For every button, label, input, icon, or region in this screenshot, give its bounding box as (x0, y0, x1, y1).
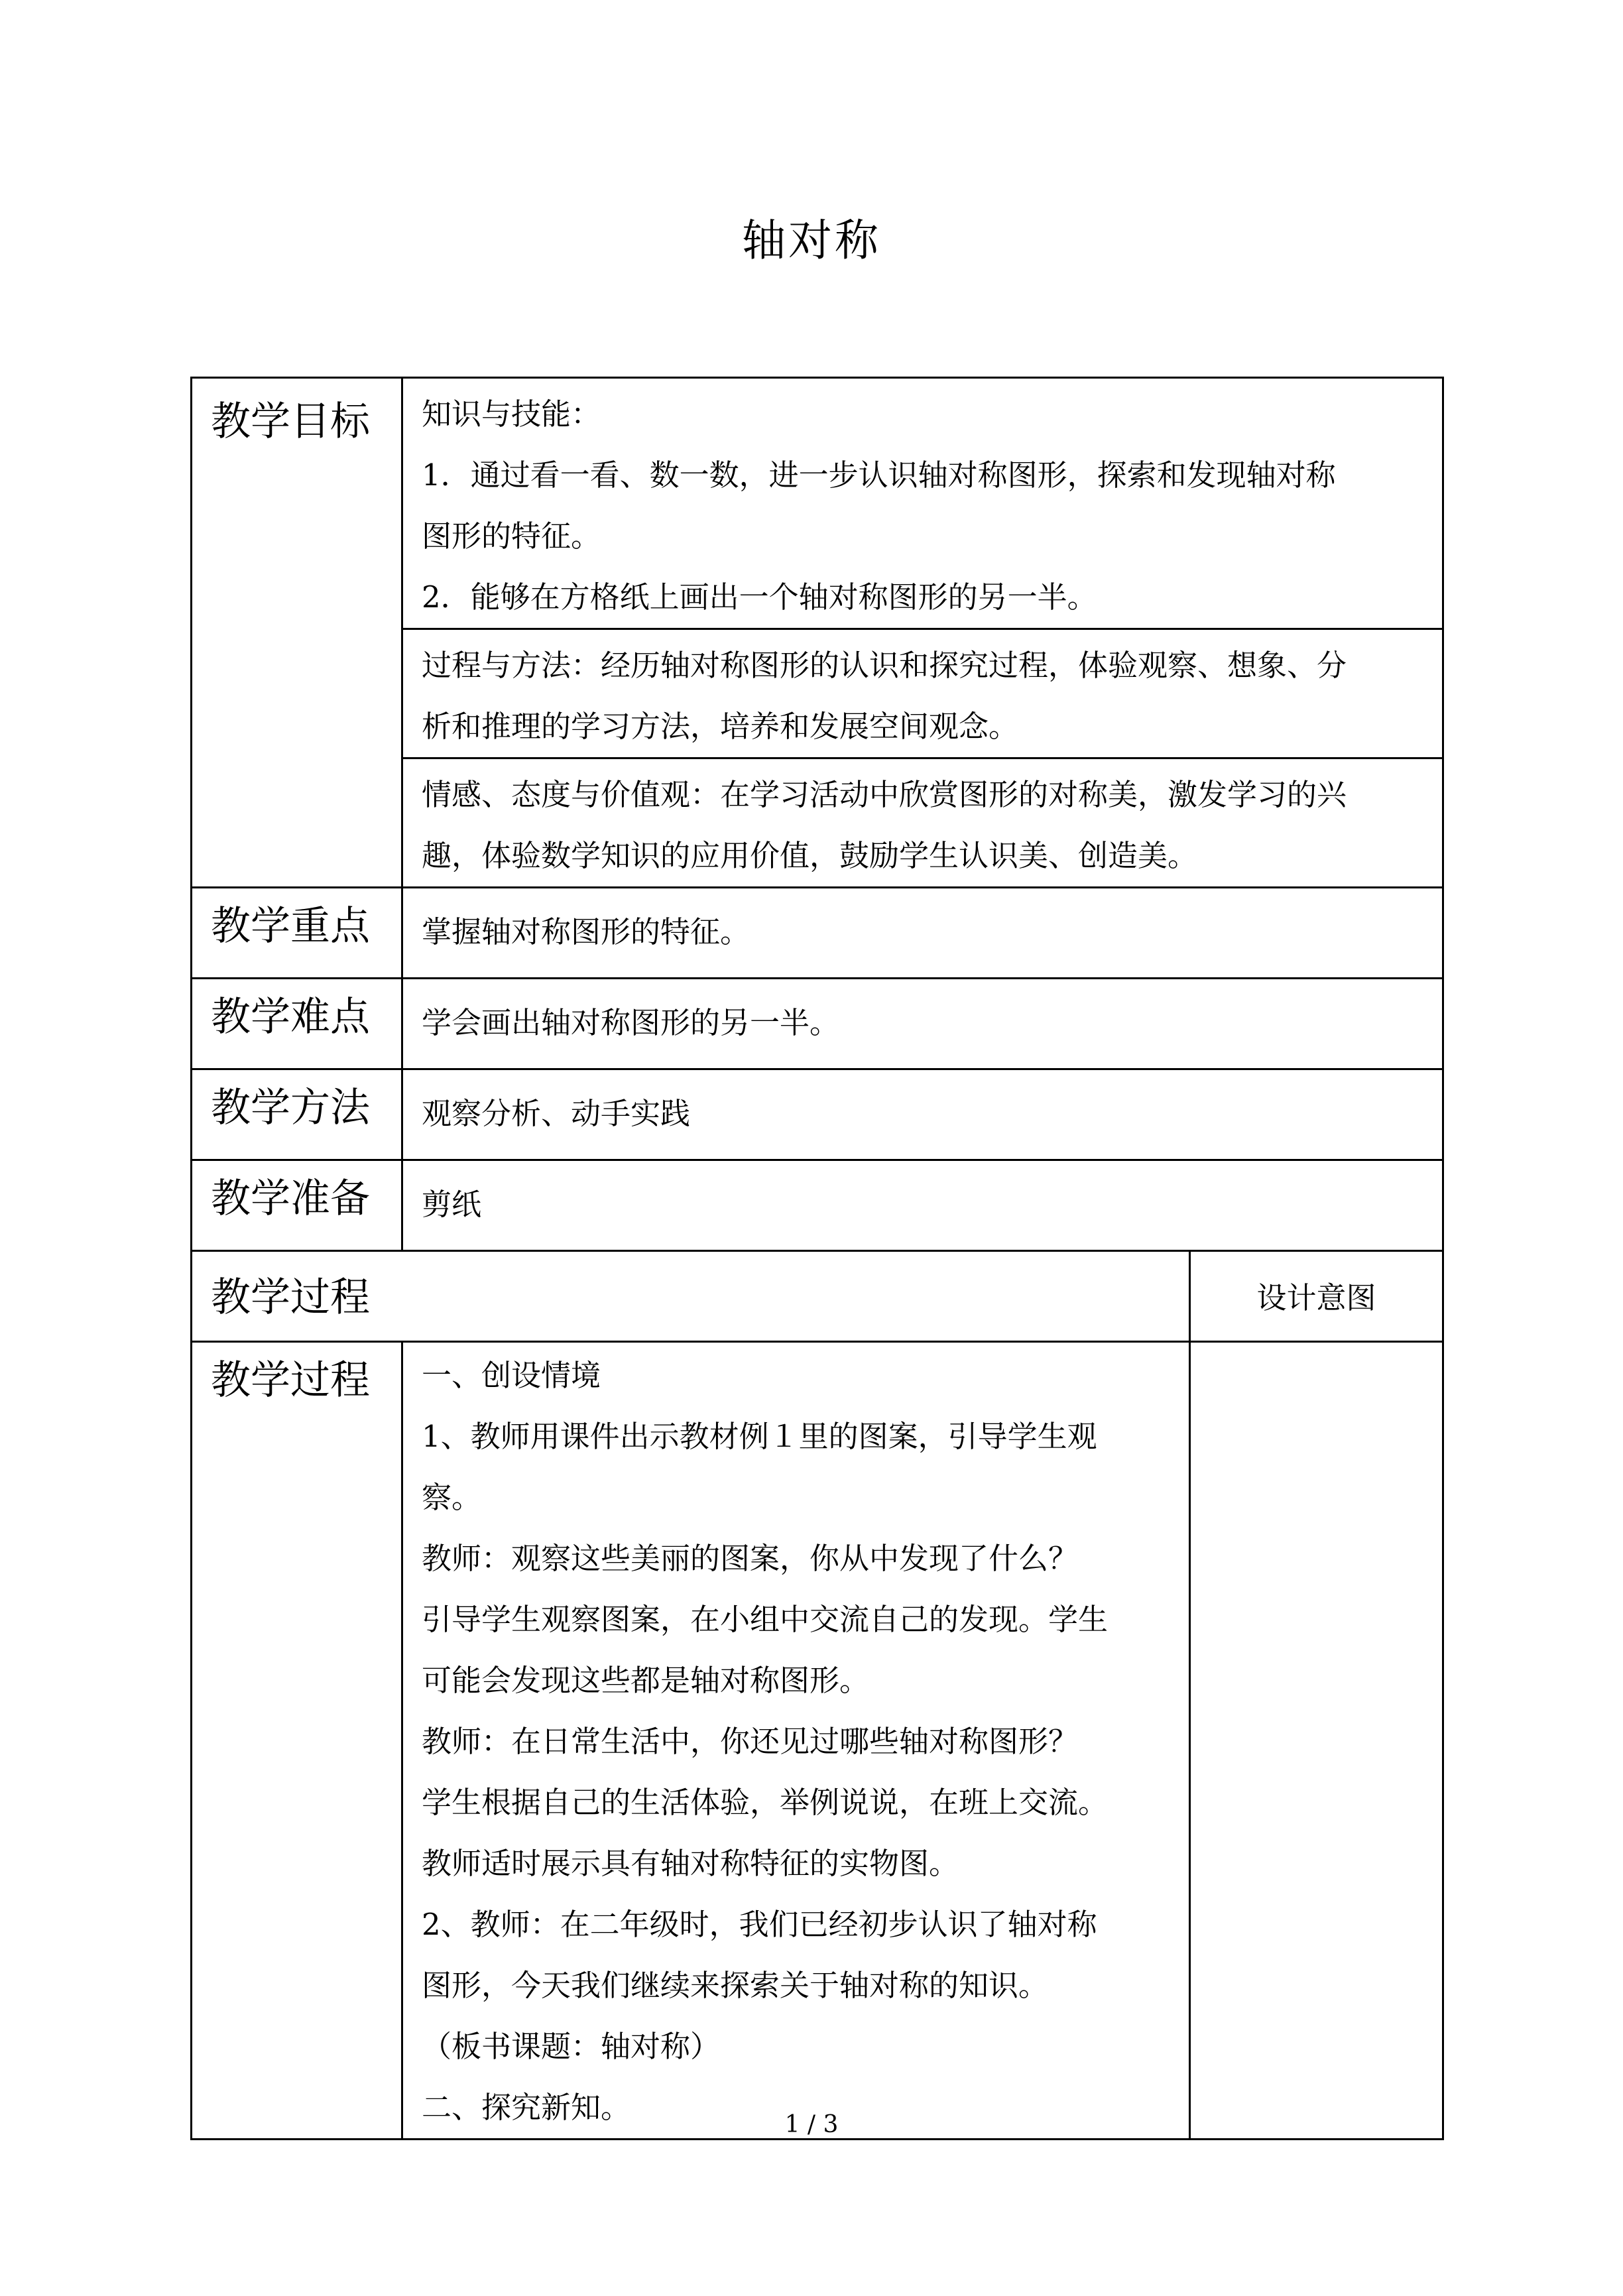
preparation-text: 剪纸 (402, 1160, 1443, 1251)
design-intent-body (1190, 1342, 1443, 2140)
objectives-row-knowledge (192, 378, 1443, 629)
preparation-row (192, 1160, 1443, 1251)
key-point-label: 教学重点 (192, 888, 402, 979)
process-body-row (192, 1342, 1443, 2140)
key-point-row (192, 888, 1443, 979)
text-line: 图形的特征。 (422, 518, 601, 554)
difficulty-text: 学会画出轴对称图形的另一半。 (402, 979, 1443, 1069)
key-point-text: 掌握轴对称图形的特征。 (402, 888, 1443, 979)
text-line: 情感、态度与价值观：在学习活动中欣赏图形的对称美，激发学习的兴 (422, 777, 1347, 812)
process-header-label: 教学过程 (192, 1251, 1190, 1342)
process-header-row (192, 1251, 1443, 1342)
text-line: 2．能够在方格纸上画出一个轴对称图形的另一半。 (422, 579, 1097, 615)
preparation-label: 教学准备 (192, 1160, 402, 1251)
method-text: 观察分析、动手实践 (402, 1069, 1443, 1160)
objectives-knowledge (402, 378, 1443, 629)
page-title: 轴对称 (742, 215, 881, 266)
text-line: 2、教师：在二年级时，我们已经初步认识了轴对称 (422, 1907, 1097, 1942)
objectives-emotion (402, 758, 1443, 888)
text-line: 可能会发现这些都是轴对称图形。 (422, 1663, 870, 1698)
lesson-plan-table (190, 377, 1444, 2140)
text-line: 趣，体验数学知识的应用价值，鼓励学生认识美、创造美。 (422, 838, 1198, 873)
text-line: 教师：在日常生活中，你还见过哪些轴对称图形？ (422, 1724, 1079, 1759)
text-line: 学生根据自己的生活体验，举例说说，在班上交流。 (422, 1785, 1109, 1820)
process-body-label: 教学过程 (192, 1342, 402, 2140)
text-line: 二、探究新知。 (422, 2090, 631, 2125)
process-body-content (402, 1342, 1190, 2140)
method-label: 教学方法 (192, 1069, 402, 1160)
difficulty-label: 教学难点 (192, 979, 402, 1069)
objectives-process (402, 629, 1443, 758)
text-line: 1、教师用课件出示教材例１里的图案，引导学生观 (422, 1419, 1097, 1454)
text-line: 引导学生观察图案，在小组中交流自己的发现。学生 (422, 1602, 1109, 1637)
text-line: 一、创设情境 (422, 1358, 601, 1393)
text-line: 察。 (422, 1480, 482, 1515)
text-line: 1．通过看一看、数一数，进一步认识轴对称图形，探索和发现轴对称 (422, 457, 1336, 493)
objectives-label: 教学目标 (192, 378, 402, 888)
text-line: 过程与方法：经历轴对称图形的认识和探究过程，体验观察、想象、分 (422, 648, 1347, 683)
text-line: 图形，今天我们继续来探索关于轴对称的知识。 (422, 1968, 1049, 2003)
text-line: 知识与技能： (422, 396, 601, 432)
text-line: （板书课题：轴对称） (422, 2029, 721, 2064)
difficulty-row (192, 979, 1443, 1069)
design-intent-header: 设计意图 (1190, 1251, 1443, 1342)
text-line: 教师：观察这些美丽的图案，你从中发现了什么？ (422, 1541, 1079, 1576)
text-line: 析和推理的学习方法，培养和发展空间观念。 (422, 709, 1019, 744)
method-row (192, 1069, 1443, 1160)
page-number: 1 / 3 (784, 2111, 839, 2138)
text-line: 教师适时展示具有轴对称特征的实物图。 (422, 1846, 959, 1881)
